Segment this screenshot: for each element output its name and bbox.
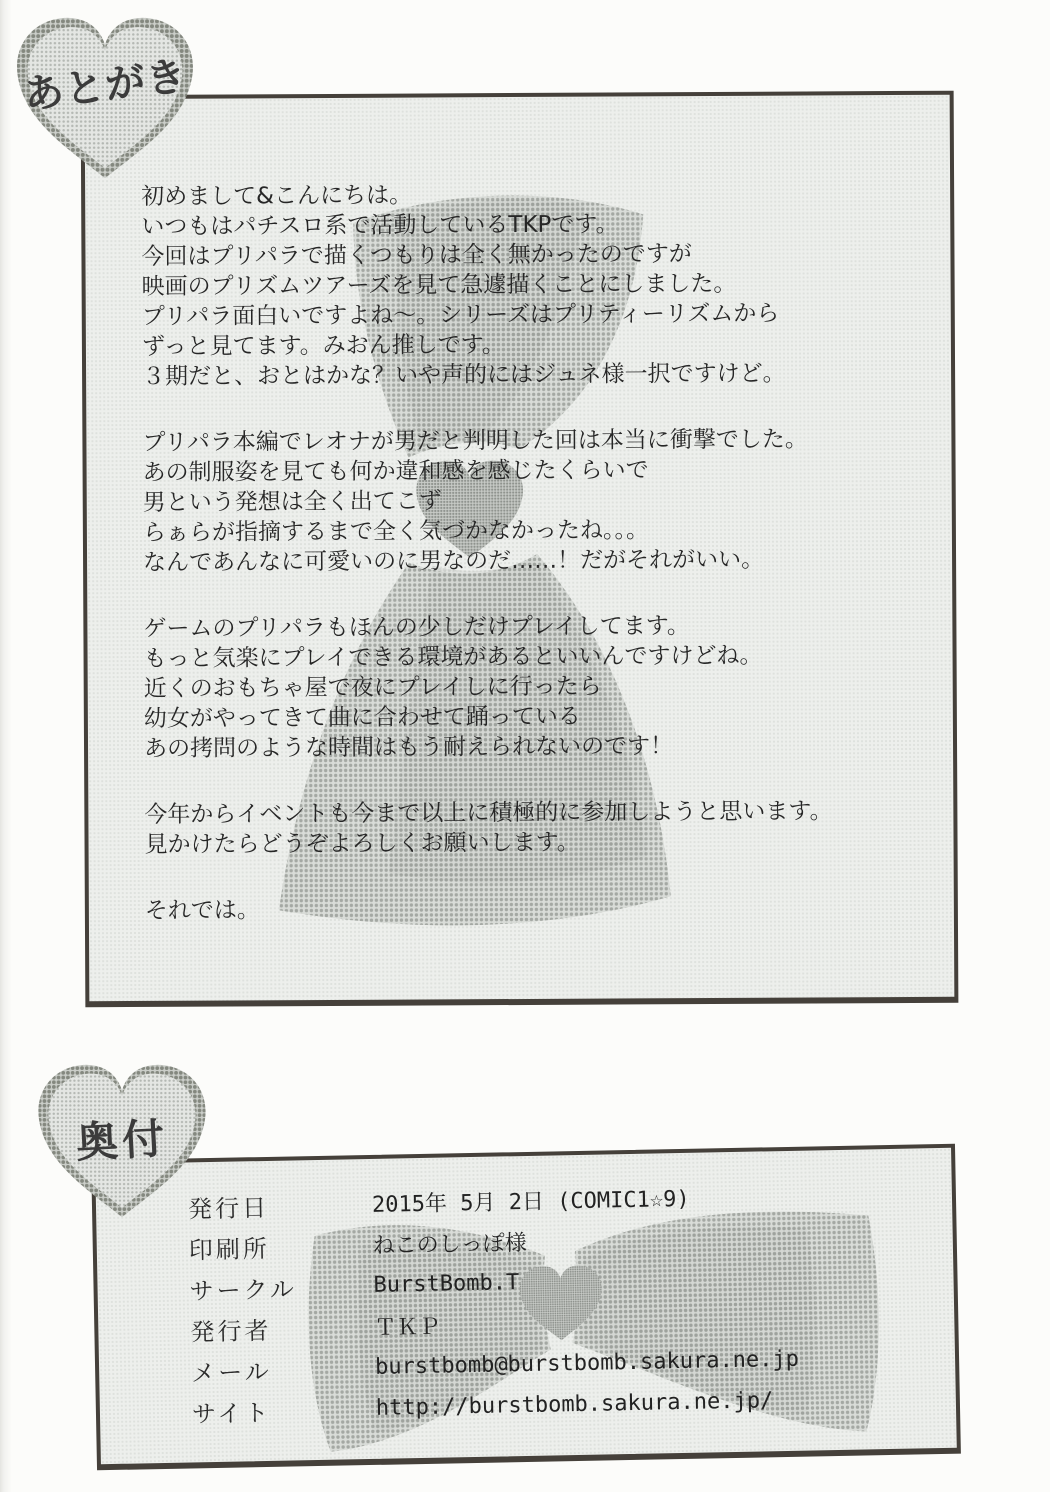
colophon-value: BurstBomb.T <box>373 1270 520 1298</box>
afterword-line: それでは。 <box>144 897 260 924</box>
colophon-label: 発行日 <box>187 1193 270 1224</box>
colophon-table <box>188 1172 941 1432</box>
afterword-line: あの制服姿を見ても何か違和感を感じたくらいで <box>142 457 649 486</box>
afterword-line: 初めまして&こんにちは。 <box>141 182 413 210</box>
afterword-paragraph <box>144 796 929 860</box>
colophon-label: サークル <box>189 1275 298 1306</box>
afterword-line: 見かけたらどうぞよろしくお願いします。 <box>144 829 580 858</box>
afterword-text <box>141 178 930 926</box>
afterword-paragraph <box>141 178 927 392</box>
colophon-value: 2015年 5月 2日 (COMIC1☆9) <box>371 1186 690 1218</box>
afterword-line: ３期だと、おとはかな？いや声的にはジュネ様一択ですけど。 <box>142 360 786 390</box>
colophon-label: サイト <box>191 1398 272 1429</box>
afterword-line: 近くのおもちゃ屋で夜にプレイしに行ったら <box>143 673 602 702</box>
colophon-value: ねこのしっぽ様 <box>372 1230 528 1259</box>
colophon-value: http://burstbomb.sakura.ne.jp/ <box>375 1388 774 1421</box>
afterword-line: 映画のプリズムツアーズを見て急遽描くことにしました。 <box>141 270 737 300</box>
colophon-label: 印刷所 <box>188 1234 271 1265</box>
colophon-heart-badge <box>28 1050 216 1232</box>
afterword-paragraph <box>143 610 929 764</box>
afterword-heart-badge <box>6 4 204 192</box>
afterword-line: プリパラ本編でレオナが男だと判明した回は本当に衝撃でした。 <box>142 426 808 456</box>
afterword-section <box>81 91 959 1008</box>
afterword-line: あの拷問のような時間はもう耐えられないのです！ <box>143 733 674 762</box>
colophon-label: メール <box>190 1357 272 1388</box>
afterword-line: ずっと見てます。みおん推しです。 <box>141 332 505 360</box>
afterword-line: ゲームのプリパラもほんの少しだけプレイしてます。 <box>143 613 690 642</box>
colophon-heart-label: 奥付 <box>74 1113 170 1168</box>
afterword-paragraph <box>142 424 928 578</box>
afterword-line: 今年からイベントも今まで以上に積極的に参加しようと思います。 <box>144 798 833 828</box>
afterword-line: プリパラ面白いですよね～。シリーズはプリティーリズムから <box>141 300 780 330</box>
afterword-line: 幼女がやってきて曲に合わせて踊っている <box>143 703 581 732</box>
afterword-line: らぁらが指摘するまで全く気づかなかったね。。。 <box>142 517 649 546</box>
page-edge-shadow <box>0 0 18 1492</box>
colophon-value: burstbomb@burstbomb.sakura.ne.jp <box>374 1346 800 1380</box>
colophon-value: ＴＫＰ <box>374 1314 441 1341</box>
afterword-line: 男という発想は全く出てこず <box>142 488 442 516</box>
afterword-line: もっと気楽にプレイできる環境があるといいんですけどね。 <box>143 642 763 672</box>
afterword-heart-label: あとがき <box>21 52 190 119</box>
colophon-section <box>91 1144 961 1471</box>
afterword-line: なんであんなに可愛いのに男なのだ……！だがそれがいい。 <box>142 546 765 576</box>
afterword-paragraph <box>145 892 930 926</box>
afterword-line: 今回はプリパラで描くつもりは全く無かったのですが <box>141 241 692 270</box>
afterword-line: いつもはパチスロ系で活動しているTKPです。 <box>141 211 619 240</box>
colophon-label: 発行者 <box>190 1316 272 1347</box>
